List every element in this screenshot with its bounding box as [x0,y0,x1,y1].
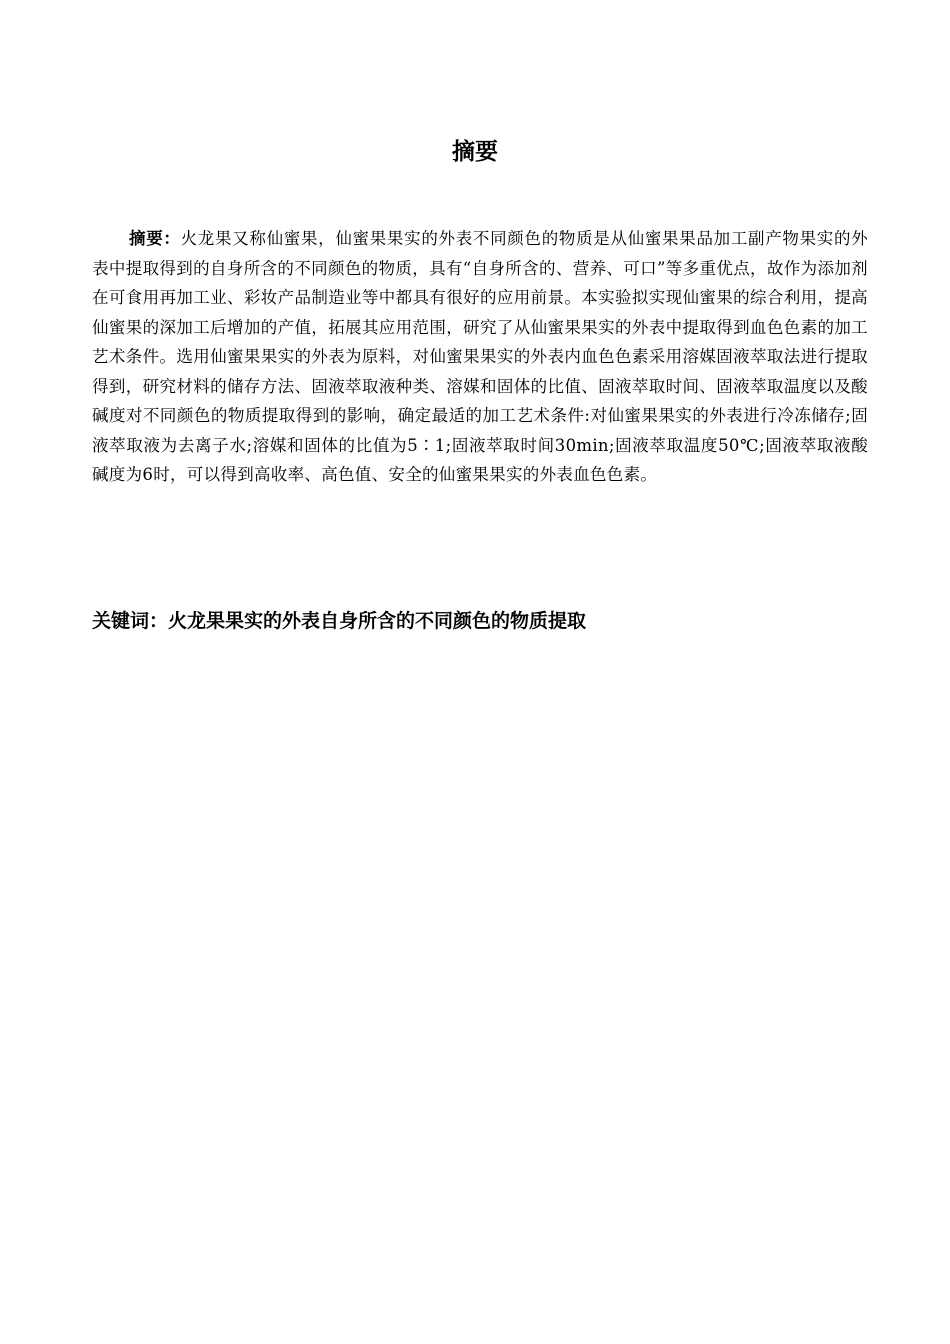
keywords-line [92,606,868,636]
page-title: 摘要 [452,139,498,165]
abstract-label: 摘要： [129,229,181,248]
keywords-label: 关键词： [92,610,169,632]
keywords-text: 火龙果果实的外表自身所含的不同颜色的物质提取 [168,610,587,632]
abstract-paragraph [92,224,868,490]
abstract-text: 火龙果又称仙蜜果，仙蜜果果实的外表不同颜色的物质是从仙蜜果果品加工副产物果实的外表中提取得到的自身所含的不同颜色的物质，具有“自身所含的、营养、可口”等多重优点，故作为添加剂在可食用再加工业、彩妆产品制造业等中都具有很好的应用前景。本实验拟实现仙蜜果的综合利用，提高仙蜜果的深加工后增加的产值，拓展其应用范围，研究了从仙蜜果果实的外表中提取得到血色色素的加工艺术条件。选用仙蜜果果实的外表为原料，对仙蜜果果实的外表内血色色素采用溶媒固液萃取法进行提取得到，研究材料的储存方法、固液萃取液种类、溶媒和固体的比值、固液萃取时间、固液萃取温度以及酸碱度对不同颜色的物质提取得到的影响，确定最适的加工艺术条件:对仙蜜果果实的外表进行冷冻储存;固液萃取液为去离子水;溶媒和固体的比值为5∶1;固液萃取时间30min;固液萃取温度50℃;固液萃取液酸碱度为6时，可以得到高收率、高色值、安全的仙蜜果果实的外表血色色素。 [92,229,869,484]
